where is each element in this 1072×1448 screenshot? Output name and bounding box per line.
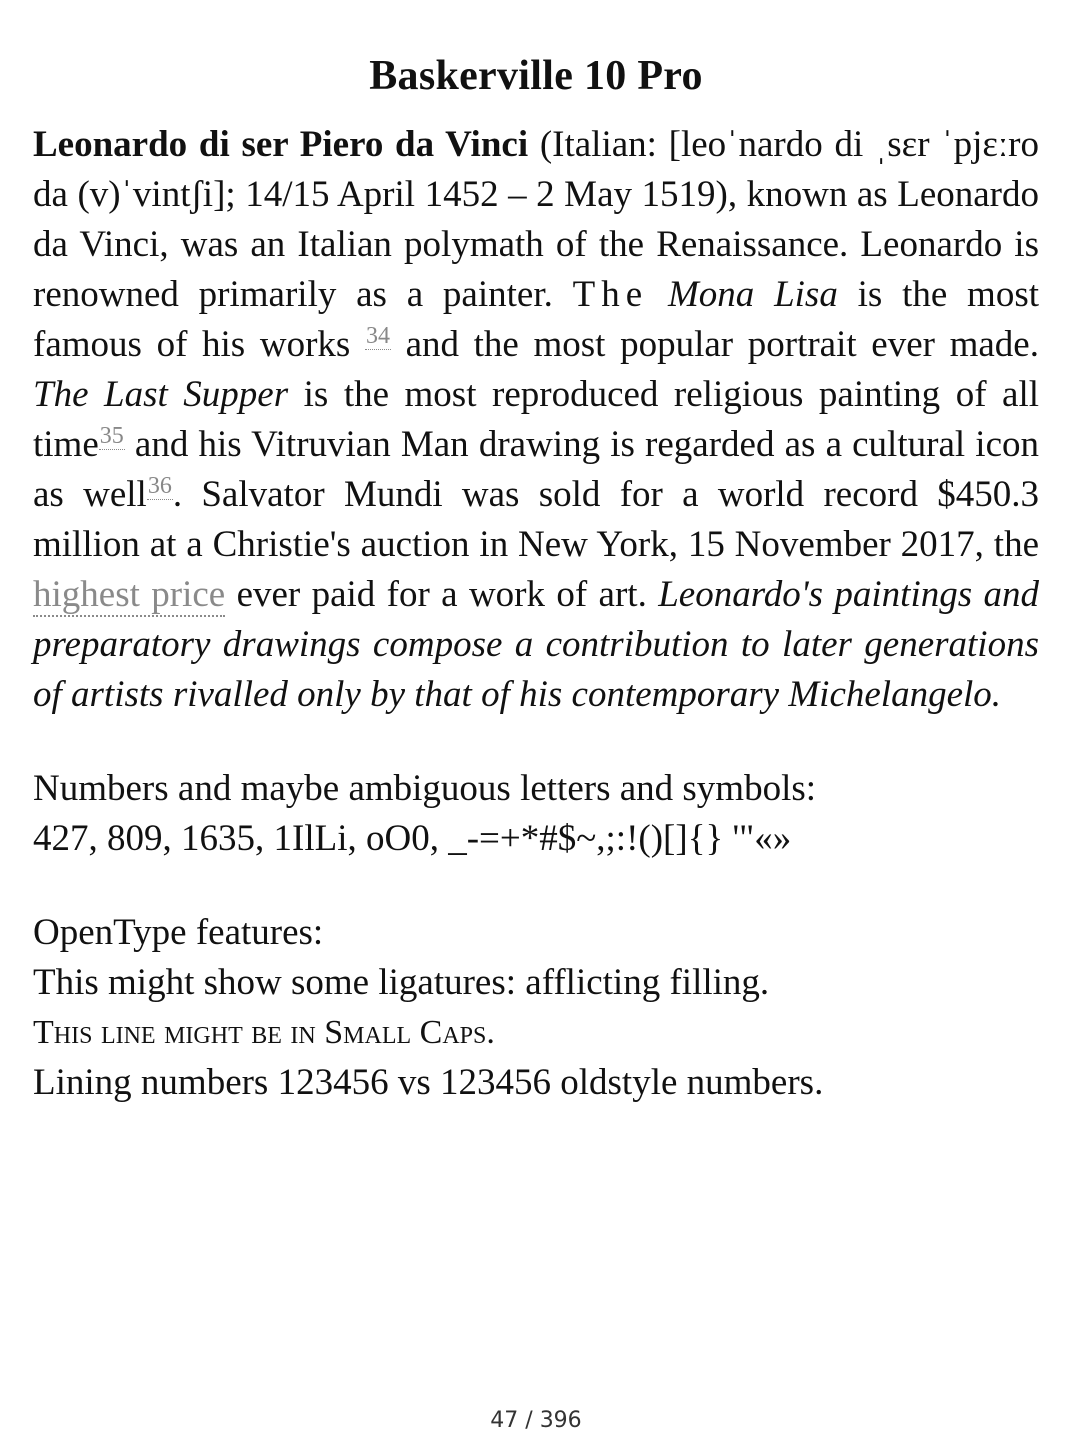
text-run: and the most popular portrait ever made.: [390, 324, 1039, 365]
artwork-title: Mona Lisa: [667, 274, 838, 315]
ligatures-line: This might show some ligatures: afflicting filling.: [33, 962, 770, 1003]
text-run: is the most reproduced religious painting of all time: [33, 374, 1040, 465]
artwork-title: The Last Supper: [33, 374, 289, 415]
subject-name: Leonardo di ser Piero da Vinci: [33, 124, 529, 165]
numbers-block: [33, 764, 1039, 864]
numbers-heading: Numbers and maybe ambiguous letters and symbols:: [33, 768, 817, 809]
opentype-block: [33, 908, 1039, 1108]
text-run: [648, 274, 668, 315]
numbers-sample: 427, 809, 1635, 1IlLi, oO0, _-=+*#$~,;:!()[]{} '"«»: [33, 818, 792, 859]
footnote-ref-36[interactable]: 36: [147, 472, 172, 499]
smallcaps-line: This line might be in Small Caps.: [33, 1014, 495, 1051]
text-run-spaced: The: [572, 274, 649, 315]
reader-page: [33, 0, 1039, 1448]
text-run: is the most famous of his works: [33, 274, 1040, 365]
text-run: (Italian: [leoˈnardo di ˌsɛr ˈpjɛːro da (v)ˈvintʃi]; 14/15 April 1452 – 2 May 1519), known as Leonardo da Vinci, was an Italian polymath of the Renaissance. Leonardo is renowned primarily as a painter.: [33, 124, 1039, 315]
opentype-heading: OpenType features:: [33, 912, 324, 953]
page-number: 47 / 396: [490, 1408, 582, 1433]
italic-sentence: Leonardo's paintings and preparatory drawings compose a contribution to later generations of artists rivalled only by that of his contemporary Michelangelo.: [33, 574, 1040, 715]
numbers-style-line: Lining numbers 123456 vs 123456 oldstyle numbers.: [33, 1062, 824, 1103]
footnote-ref-35[interactable]: 35: [99, 422, 124, 449]
body-paragraph: [33, 120, 1039, 720]
highest-price-link[interactable]: highest price: [33, 574, 226, 615]
chapter-title: Baskerville 10 Pro: [369, 53, 703, 99]
footnote-ref-34[interactable]: 34: [365, 322, 390, 349]
text-run: and his Vitruvian Man drawing is regarded as a cultural icon as well: [33, 424, 1039, 515]
text-run: . Salvator Mundi was sold for a world record $450.3 million at a Christie's auction in New York, 15 November 2017, the: [33, 474, 1039, 565]
text-run: ever paid for a work of art.: [225, 574, 659, 615]
